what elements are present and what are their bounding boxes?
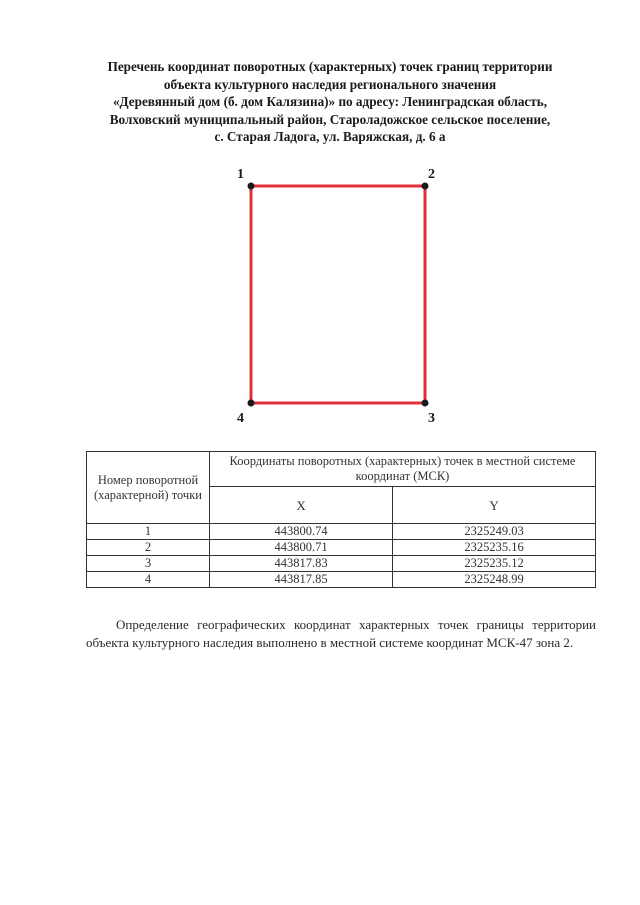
title-line: Перечень координат поворотных (характерных) точек границ территории (107, 59, 553, 74)
cell-num: 4 (87, 572, 210, 588)
table-row (87, 524, 596, 540)
title-line: объекта культурного наследия регионального значения (163, 76, 497, 92)
point-label-2: 2 (428, 167, 435, 182)
header-x: X (210, 487, 393, 524)
boundary-point-4 (248, 400, 255, 407)
cell-y: 2325235.12 (393, 556, 596, 572)
boundary-diagram (220, 160, 460, 430)
point-label-4: 4 (237, 411, 244, 426)
document-title (70, 58, 590, 146)
cell-x: 443817.83 (210, 556, 393, 572)
boundary-point-3 (422, 400, 429, 407)
cell-y: 2325235.16 (393, 540, 596, 556)
cell-x: 443800.71 (210, 540, 393, 556)
cell-num: 2 (87, 540, 210, 556)
header-point-number: Номер поворотной (характерной) точки (87, 452, 210, 524)
cell-y: 2325249.03 (393, 524, 596, 540)
title-line: «Деревянный дом (б. дом Калязина)» по адресу: Ленинградская область, (112, 94, 548, 110)
cell-y: 2325248.99 (393, 572, 596, 588)
header-coordinates: Координаты поворотных (характерных) точек в местной системе координат (МСК) (210, 452, 596, 487)
note-text: Определение географических координат характерных точек границы территории объекта культурного наследия выполнено в местной системе координат МСК-47 зона 2. (86, 617, 596, 650)
boundary-polygon (251, 186, 425, 403)
table-row (87, 556, 596, 572)
cell-num: 3 (87, 556, 210, 572)
header-y: Y (393, 487, 596, 524)
cell-x: 443817.85 (210, 572, 393, 588)
coordinates-table (86, 451, 596, 588)
point-label-1: 1 (237, 167, 244, 182)
point-label-3: 3 (428, 411, 435, 426)
cell-num: 1 (87, 524, 210, 540)
note-paragraph (86, 616, 596, 651)
boundary-point-2 (422, 183, 429, 190)
table-row (87, 540, 596, 556)
cell-x: 443800.74 (210, 524, 393, 540)
title-line: с. Старая Ладога, ул. Варяжская, д. 6 а (214, 129, 446, 145)
table-row (87, 572, 596, 588)
title-line: Волховский муниципальный район, Староладожское сельское поселение, (109, 111, 551, 127)
boundary-point-1 (248, 183, 255, 190)
